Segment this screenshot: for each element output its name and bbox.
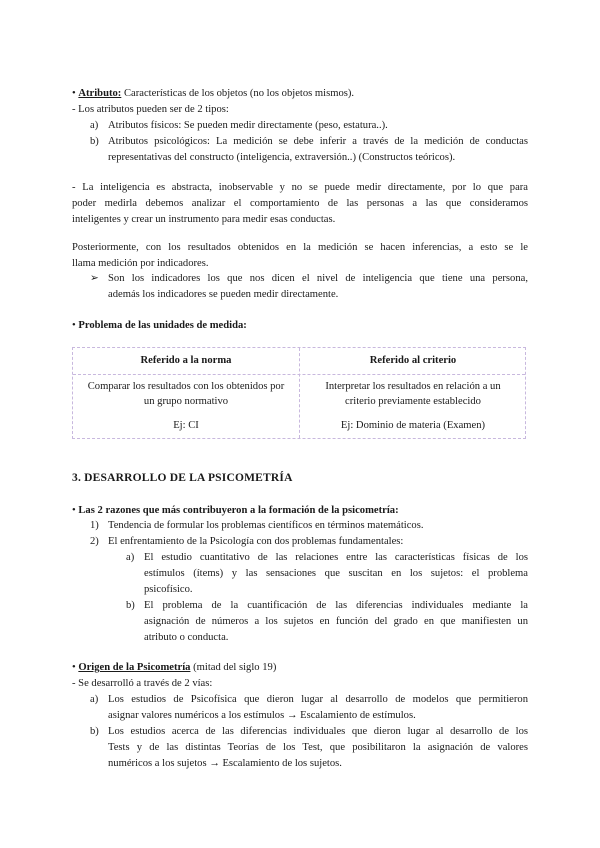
list-item: Atributos físicos: Se pueden medir directamente (peso, estatura..).: [108, 120, 388, 131]
arrow-bullet-icon: ➢: [90, 273, 99, 284]
bullet-icon: •: [72, 662, 79, 673]
list-item-marker: a): [126, 552, 135, 563]
table-cell: Ej: CI: [173, 420, 199, 431]
list-item: Atributos psicológicos: La medición se debe inferir a través de la medición de conductas: [108, 136, 528, 147]
table-cell: Interpretar los resultados en relación a un: [325, 381, 501, 392]
list-item: Los estudios de Psicofísica que dieron lugar al desarrollo de modelos que permitieron: [108, 694, 528, 705]
list-item: Los estudios acerca de las diferencias individuales que dieron lugar al desarrollo de los: [108, 726, 528, 737]
list-item: Tests y de las distintas Teorías de los Test, que posibilitaron la asignación de valores: [108, 742, 528, 753]
sub-list-item: psicofísico.: [144, 584, 193, 595]
units-heading: • Problema de las unidades de medida:: [72, 320, 247, 331]
note-line: Son los indicadores los que nos dicen el nivel de inteligencia que tiene una persona,: [108, 273, 528, 284]
table-cell: Ej: Dominio de materia (Examen): [340, 420, 486, 431]
paragraph-line: Posteriormente, con los resultados obtenidos en la medición se hacen inferencias, a esto se le: [72, 242, 528, 253]
list-item-marker: b): [90, 136, 99, 147]
sub-list-item: El estudio cuantitativo de las relaciones entre las características físicas de los: [144, 552, 528, 563]
list-item-marker: a): [90, 120, 99, 131]
attribute-intro: - Los atributos pueden ser de 2 tipos:: [72, 104, 229, 115]
list-item: El enfrentamiento de la Psicología con dos problemas fundamentales:: [108, 536, 404, 547]
list-item: asignar valores numéricos a los estímulos → Escalamiento de estímulos.: [108, 710, 416, 721]
attribute-definition: [72, 86, 528, 103]
list-item: Tendencia de formular los problemas científicos en términos matemáticos.: [108, 520, 424, 531]
table-cell: criterio previamente establecido: [345, 396, 481, 407]
bullet-icon: •: [72, 88, 79, 99]
list-item-marker: 1): [90, 520, 99, 531]
sub-list-item: atributo o conducta.: [144, 632, 229, 643]
bullet-icon: •: [72, 320, 79, 331]
table-cell: un grupo normativo: [143, 396, 229, 407]
list-item: numéricos a los sujetos → Escalamiento de los sujetos.: [108, 758, 342, 769]
sub-list-item: asignación de números a los sujetos en función del grado en que manifiesten un: [144, 616, 528, 627]
attribute-term: Atributo:: [78, 88, 122, 99]
reasons-heading: • Las 2 razones que más contribuyeron a la formación de la psicometría:: [72, 505, 399, 516]
sub-list-item: estímulos (ítems) y las sensaciones que suscitan en los sujetos: el problema: [144, 568, 528, 579]
list-item-marker: 2): [90, 536, 99, 547]
list-item: representativas del constructo (inteligencia, extraversión..) (Constructos teóricos).: [108, 152, 456, 163]
list-item-marker: b): [126, 600, 135, 611]
list-item-marker: b): [90, 726, 99, 737]
origin-intro: - Se desarrolló a través de 2 vías:: [72, 678, 213, 689]
table-header: Referido a la norma: [140, 355, 232, 366]
table-header: Referido al criterio: [369, 355, 457, 366]
sub-list-item: El problema de la cuantificación de las diferencias individuales mediante la: [144, 600, 528, 611]
note-line: además los indicadores se pueden medir directamente.: [108, 289, 339, 300]
bullet-icon: •: [72, 505, 79, 516]
paragraph-line: - La inteligencia es abstracta, inobservable y no se puede medir directamente, por lo que para: [72, 182, 528, 193]
section-title: 3. DESARROLLO DE LA PSICOMETRÍA: [72, 472, 293, 484]
paragraph-line: inteligentes y crear un instrumento para medir esas conductas.: [72, 214, 336, 225]
origin-heading: • Origen de la Psicometría (mitad del siglo 19): [72, 662, 277, 673]
comparison-table: [72, 347, 526, 439]
paragraph-line: poder medirla debemos analizar el comportamiento de las personas a las que consideramos: [72, 198, 528, 209]
header-divider: [73, 374, 525, 375]
attribute-text: Características de los objetos (no los objetos mismos).: [121, 88, 355, 99]
table-cell: Comparar los resultados con los obtenidos por: [87, 381, 285, 392]
list-item-marker: a): [90, 694, 99, 705]
paragraph-line: llama medición por indicadores.: [72, 258, 209, 269]
